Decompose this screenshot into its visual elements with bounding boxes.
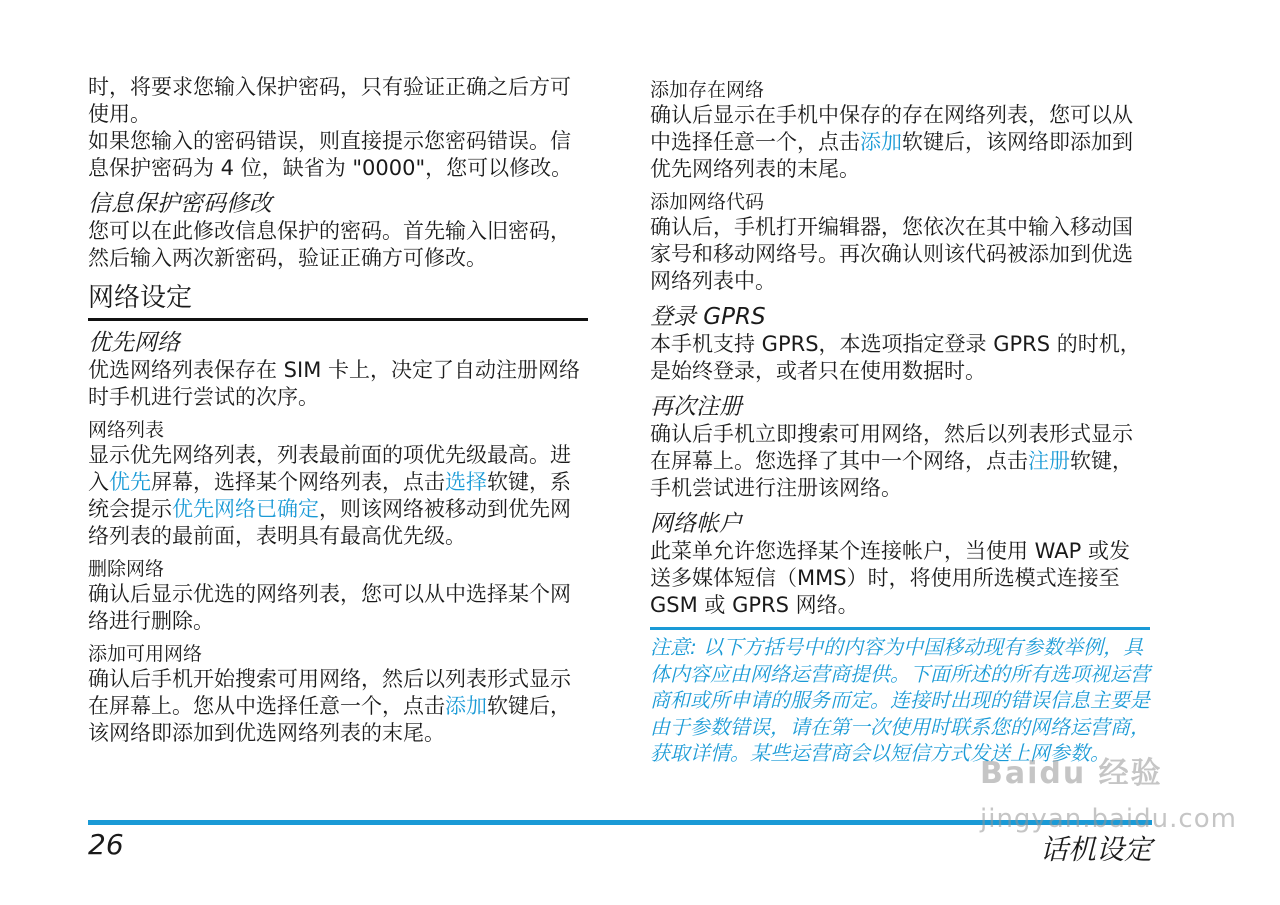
keyword-add: 添加 xyxy=(860,130,902,154)
text-run: 软键后，该网络即添加到优先网络列表的末尾。 xyxy=(650,130,1133,181)
heading-network-account: 网络帐户 xyxy=(650,511,742,537)
heading-password-change: 信息保护密码修改 xyxy=(88,191,272,217)
reregister-paragraph xyxy=(650,421,1150,502)
chapter-title: 话机设定 xyxy=(1039,833,1152,866)
heading-delete-network: 删除网络 xyxy=(88,558,165,580)
left-column xyxy=(88,74,588,747)
heading-network-list: 网络列表 xyxy=(88,419,165,441)
note-divider xyxy=(650,627,1150,630)
intro-paragraph-1: 时，将要求您输入保护密码，只有验证正确之后方可使用。 xyxy=(88,75,571,126)
heading-login-gprs: 登录 GPRS xyxy=(650,304,766,330)
keyword-preferred: 优先 xyxy=(109,470,151,494)
add-network-code-paragraph: 确认后，手机打开编辑器，您依次在其中输入移动国家号和移动网络号。再次确认则该代码被添加到优选网络列表中。 xyxy=(650,215,1133,293)
watermark-logo: Baidu 经验 xyxy=(980,756,1163,791)
heading-reregister: 再次注册 xyxy=(650,394,742,420)
watermark-url: jingyan.baidu.com xyxy=(980,804,1237,834)
add-available-paragraph xyxy=(88,666,588,747)
text-run: 软键，手机尝试进行注册该网络。 xyxy=(650,449,1133,500)
heading-add-network-code: 添加网络代码 xyxy=(650,191,765,213)
heading-preferred-network: 优先网络 xyxy=(88,330,180,356)
heading-add-available-network: 添加可用网络 xyxy=(88,643,203,665)
page-number: 26 xyxy=(88,828,124,861)
text-run: 屏幕，选择某个网络列表，点击 xyxy=(151,470,445,494)
text-run: 显示优先网络列表，列表最前面的项优先级最高。进入 xyxy=(88,443,571,494)
add-existing-paragraph xyxy=(650,102,1150,183)
keyword-add: 添加 xyxy=(445,694,487,718)
text-run: ，则该网络被移动到优先网络列表的最前面，表明具有最高优先级。 xyxy=(88,497,571,548)
section-title: 网络设定 xyxy=(88,280,588,321)
text-run: 确认后显示在手机中保存的存在网络列表，您可以从中选择任意一个，点击 xyxy=(650,103,1133,154)
preferred-network-paragraph: 优选网络列表保存在 SIM 卡上，决定了自动注册网络时手机进行尝试的次序。 xyxy=(88,358,580,409)
text-run: 软键后，该网络即添加到优选网络列表的末尾。 xyxy=(88,694,571,745)
text-run: 确认后手机开始搜索可用网络，然后以列表形式显示在屏幕上。您从中选择任意一个，点击 xyxy=(88,667,571,718)
text-run: 软键，系统会提示 xyxy=(88,470,571,521)
delete-network-paragraph: 确认后显示优选的网络列表，您可以从中选择某个网络进行删除。 xyxy=(88,582,571,633)
note-paragraph: 注意: 以下方括号中的内容为中国移动现有参数举例，具体内容应由网络运营商提供。下面所述的所有选项视运营商和或所申请的服务而定。连接时出现的错误信息主要是由于参数错误，请在第一次使用时联系您的网络运营商，获取详情。某些运营商会以短信方式发送上网参数。 xyxy=(650,635,1150,765)
keyword-select: 选择 xyxy=(445,470,487,494)
right-column xyxy=(650,74,1150,767)
network-list-paragraph xyxy=(88,442,588,550)
network-account-paragraph: 此菜单允许您选择某个连接帐户，当使用 WAP 或发送多媒体短信（MMS）时，将使用所选模式连接至 GSM 或 GPRS 网络。 xyxy=(650,539,1130,617)
password-change-paragraph: 您可以在此修改信息保护的密码。首先输入旧密码，然后输入两次新密码，验证正确方可修改。 xyxy=(88,219,571,270)
text-run: 确认后手机立即搜索可用网络，然后以列表形式显示在屏幕上。您选择了其中一个网络，点击 xyxy=(650,422,1133,473)
keyword-preferred-confirmed: 优先网络已确定 xyxy=(172,497,319,521)
keyword-register: 注册 xyxy=(1028,449,1070,473)
heading-add-existing-network: 添加存在网络 xyxy=(650,79,765,101)
intro-paragraph-2: 如果您输入的密码错误，则直接提示您密码错误。信息保护密码为 4 位，缺省为 "0000"，您可以修改。 xyxy=(88,129,573,180)
watermark xyxy=(980,748,1237,858)
login-gprs-paragraph: 本手机支持 GPRS，本选项指定登录 GPRS 的时机，是始终登录，或者只在使用数据时。 xyxy=(650,332,1141,383)
